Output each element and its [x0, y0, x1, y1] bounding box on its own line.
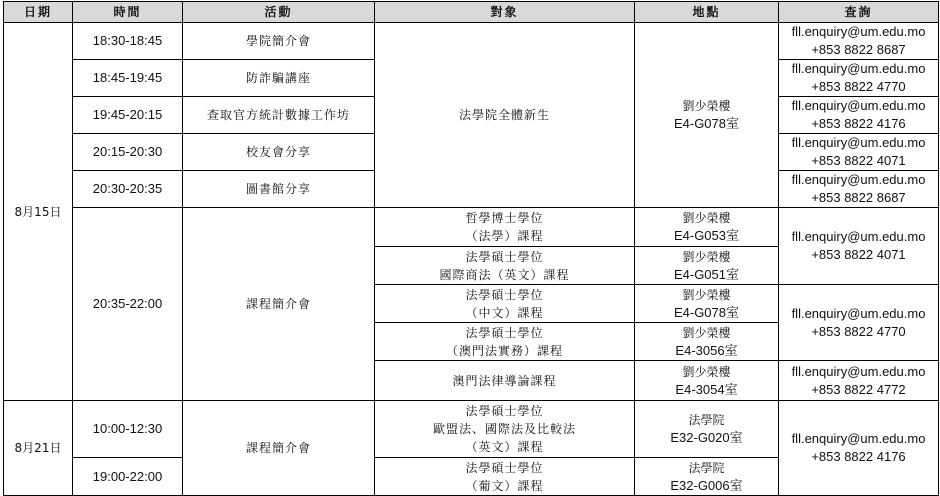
venue-cell [635, 208, 779, 247]
venue-building: 劉少榮樓 [682, 99, 731, 113]
audience-line: 哲學博士學位 [465, 211, 544, 225]
contact-phone: +853 8822 4071 [811, 153, 906, 168]
venue-room: E32-G006室 [670, 477, 743, 493]
audience-cell [375, 208, 635, 247]
audience-cell: 法學院全體新生 [375, 23, 635, 208]
contact-email[interactable]: fll.enquiry@um.edu.mo [791, 431, 926, 446]
time-cell: 18:45-19:45 [73, 60, 183, 97]
header-row [4, 2, 939, 23]
contact-email[interactable]: fll.enquiry@um.edu.mo [791, 135, 926, 150]
contact-phone: +853 8822 4071 [811, 247, 906, 262]
contact-cell [779, 171, 939, 208]
contact-email[interactable]: fll.enquiry@um.edu.mo [791, 98, 926, 113]
audience-line: 法學碩士學位 [465, 249, 544, 264]
audience-line: 歐盟法、國際法及比較法 [432, 422, 576, 436]
audience-line: 法學碩士學位 [465, 404, 544, 418]
header-contact: 查詢 [779, 2, 939, 23]
contact-cell [779, 401, 939, 496]
time-cell: 10:00-12:30 [73, 401, 183, 458]
audience-line: 法學碩士學位 [465, 325, 544, 340]
contact-cell [779, 361, 939, 401]
time-cell: 20:30-20:35 [73, 171, 183, 208]
audience-cell [375, 458, 635, 496]
time-cell: 20:35-22:00 [73, 208, 183, 401]
time-cell: 18:30-18:45 [73, 23, 183, 60]
contact-email[interactable]: fll.enquiry@um.edu.mo [791, 172, 926, 187]
audience-cell [375, 285, 635, 323]
table-row [4, 208, 939, 247]
contact-phone: +853 8822 4176 [811, 449, 906, 464]
venue-cell [635, 323, 779, 361]
table-row [4, 401, 939, 458]
activity-cell: 課程簡介會 [183, 208, 375, 401]
venue-building: 劉少榮樓 [682, 287, 731, 302]
schedule-table [3, 1, 939, 496]
activity-cell: 查取官方統計數據工作坊 [183, 97, 375, 134]
audience-line: 國際商法（英文）課程 [439, 267, 570, 282]
activity-cell: 課程簡介會 [183, 401, 375, 496]
venue-room: E4-G078室 [673, 304, 740, 320]
date-cell: 8月21日 [4, 401, 73, 496]
contact-email[interactable]: fll.enquiry@um.edu.mo [791, 61, 926, 76]
time-cell: 19:00-22:00 [73, 458, 183, 496]
venue-cell [635, 458, 779, 496]
venue-cell [635, 285, 779, 323]
contact-email[interactable]: fll.enquiry@um.edu.mo [791, 363, 926, 379]
venue-room: E4-3054室 [675, 381, 738, 397]
activity-cell: 圖書館分享 [183, 171, 375, 208]
contact-cell [779, 285, 939, 361]
venue-cell [635, 247, 779, 285]
header-audience: 對象 [375, 2, 635, 23]
activity-cell: 防詐騙講座 [183, 60, 375, 97]
time-cell: 19:45-20:15 [73, 97, 183, 134]
audience-cell [375, 401, 635, 458]
date-cell: 8月15日 [4, 23, 73, 401]
venue-cell [635, 361, 779, 401]
venue-room: E4-3056室 [675, 342, 738, 358]
contact-email[interactable]: fll.enquiry@um.edu.mo [791, 229, 926, 244]
audience-cell: 澳門法律導論課程 [375, 361, 635, 401]
audience-line: 法學碩士學位 [465, 460, 544, 475]
audience-line: （英文）課程 [465, 440, 544, 454]
audience-cell [375, 323, 635, 361]
contact-email[interactable]: fll.enquiry@um.edu.mo [791, 24, 926, 39]
header-venue: 地點 [635, 2, 779, 23]
venue-cell [635, 401, 779, 458]
venue-building: 法學院 [688, 460, 725, 475]
venue-building: 劉少榮樓 [682, 325, 731, 340]
contact-phone: +853 8822 4772 [811, 381, 906, 397]
venue-building: 劉少榮樓 [682, 249, 731, 264]
contact-cell [779, 23, 939, 60]
venue-building: 劉少榮樓 [682, 211, 731, 225]
contact-cell [779, 134, 939, 171]
activity-cell: 校友會分享 [183, 134, 375, 171]
contact-email[interactable]: fll.enquiry@um.edu.mo [791, 305, 926, 321]
table-row [4, 23, 939, 60]
audience-line: （澳門法實務）課程 [445, 343, 563, 358]
venue-room: E4-G051室 [673, 266, 740, 282]
activity-cell: 學院簡介會 [183, 23, 375, 60]
audience-line: （法學）課程 [465, 229, 544, 243]
audience-line: （葡文）課程 [465, 478, 544, 493]
contact-phone: +853 8822 8687 [811, 42, 906, 57]
audience-line: （中文）課程 [465, 305, 544, 320]
venue-building: 法學院 [688, 413, 725, 427]
time-cell: 20:15-20:30 [73, 134, 183, 171]
venue-room: E4-G053室 [673, 228, 740, 243]
venue-room: E4-G078室 [673, 116, 740, 131]
contact-phone: +853 8822 4770 [811, 323, 906, 339]
contact-phone: +853 8822 4770 [811, 79, 906, 94]
header-activity: 活動 [183, 2, 375, 23]
audience-cell [375, 247, 635, 285]
venue-building: 劉少榮樓 [682, 364, 731, 379]
header-time: 時間 [73, 2, 183, 23]
venue-room: E32-G020室 [670, 430, 743, 445]
contact-phone: +853 8822 4176 [811, 116, 906, 131]
contact-cell [779, 60, 939, 97]
audience-line: 法學碩士學位 [465, 287, 544, 302]
contact-cell [779, 208, 939, 285]
header-date: 日期 [4, 2, 73, 23]
contact-cell [779, 97, 939, 134]
contact-phone: +853 8822 8687 [811, 190, 906, 205]
venue-cell [635, 23, 779, 208]
